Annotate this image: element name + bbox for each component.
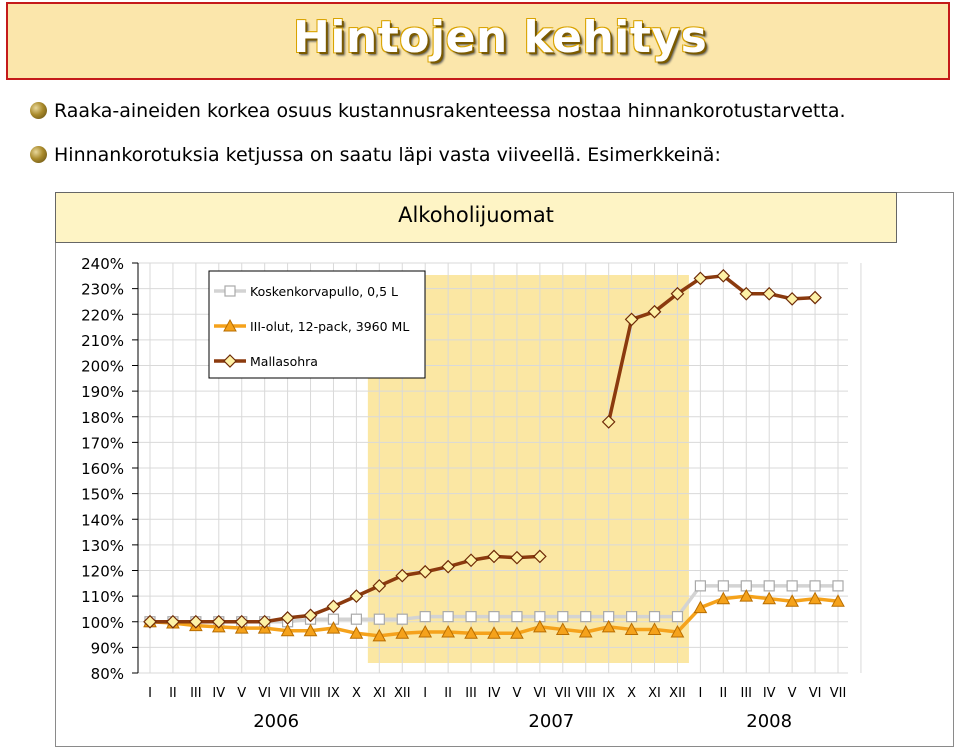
x-tick-label: III	[740, 686, 753, 701]
x-tick-label: XI	[372, 686, 386, 701]
y-tick-label: 110%	[81, 588, 124, 607]
data-point	[810, 581, 820, 591]
y-tick-label: 120%	[81, 562, 124, 581]
data-point	[809, 292, 821, 304]
y-tick-label: 200%	[81, 357, 124, 376]
x-tick-label: IV	[487, 686, 501, 701]
x-tick-label: VII	[829, 686, 847, 701]
y-tick-label: 130%	[81, 536, 124, 555]
y-tick-label: 190%	[81, 383, 124, 402]
data-point	[512, 612, 522, 622]
data-point	[374, 614, 384, 624]
x-tick-label: X	[627, 686, 637, 701]
data-point	[672, 612, 682, 622]
x-tick-label: VI	[258, 686, 272, 701]
data-point	[581, 612, 591, 622]
x-tick-label: I	[423, 686, 428, 701]
x-tick-label: IV	[212, 686, 226, 701]
x-tick-label: II	[719, 686, 728, 701]
data-point	[764, 581, 774, 591]
year-label: 2008	[746, 711, 793, 732]
y-tick-label: 240%	[81, 255, 124, 273]
bullet-text: Raaka-aineiden korkea osuus kustannusrakenteessa nostaa hinnankorotustarvetta.	[54, 100, 846, 122]
bullet-text: Hinnankorotuksia ketjussa on saatu läpi vasta viiveellä. Esimerkkeinä:	[54, 144, 721, 166]
page-title: Hintojen kehitys	[293, 12, 708, 63]
y-tick-label: 180%	[81, 408, 124, 427]
y-tick-label: 80%	[90, 665, 124, 683]
x-tick-label: I	[148, 686, 152, 701]
data-point	[420, 612, 430, 622]
x-tick-label: VIII	[575, 686, 596, 701]
data-point	[786, 293, 798, 305]
y-tick-label: 90%	[90, 639, 124, 658]
data-point	[763, 288, 775, 300]
x-tick-label: IV	[762, 686, 776, 701]
data-point	[443, 612, 453, 622]
data-point	[397, 614, 407, 624]
x-tick-label: IX	[602, 686, 616, 701]
x-tick-label: V	[512, 686, 522, 701]
x-tick-label: VI	[808, 686, 822, 701]
data-point	[466, 612, 476, 622]
x-tick-label: VIII	[300, 686, 321, 701]
data-point	[650, 612, 660, 622]
x-tick-label: II	[444, 686, 452, 701]
data-point	[351, 614, 361, 624]
data-point	[350, 590, 362, 602]
chart-title: Alkoholijuomat	[398, 203, 554, 227]
x-tick-label: III	[190, 686, 202, 701]
x-tick-label: V	[237, 686, 247, 701]
data-point	[627, 612, 637, 622]
data-point	[558, 612, 568, 622]
y-tick-label: 150%	[81, 485, 124, 504]
data-point	[718, 581, 728, 591]
y-tick-label: 140%	[81, 511, 124, 530]
y-tick-label: 230%	[81, 280, 124, 299]
y-tick-label: 210%	[81, 331, 124, 350]
x-tick-label: II	[169, 686, 177, 701]
y-tick-label: 220%	[81, 306, 124, 325]
x-tick-label: I	[698, 686, 703, 701]
legend-label: III-olut, 12-pack, 3960 ML	[250, 319, 410, 334]
x-tick-label: X	[351, 686, 361, 701]
data-point	[833, 581, 843, 591]
legend-label: Mallasohra	[250, 354, 318, 369]
x-tick-label: VI	[533, 686, 547, 701]
legend-label: Koskenkorvapullo, 0,5 L	[250, 284, 398, 299]
data-point	[225, 286, 235, 296]
y-tick-label: 160%	[81, 460, 124, 478]
year-label: 2006	[253, 711, 300, 732]
x-tick-label: XII	[669, 686, 686, 701]
x-tick-label: III	[465, 686, 477, 701]
x-tick-label: XI	[648, 686, 661, 701]
year-label: 2007	[528, 711, 575, 732]
y-tick-label: 100%	[81, 613, 124, 632]
data-point	[787, 581, 797, 591]
x-tick-label: VII	[554, 686, 572, 701]
data-point	[489, 612, 499, 622]
data-point	[327, 600, 339, 612]
data-point	[695, 581, 705, 591]
y-tick-label: 170%	[81, 434, 124, 453]
x-tick-label: VII	[279, 686, 296, 701]
x-tick-label: IX	[327, 686, 340, 701]
x-tick-label: XII	[393, 686, 411, 701]
x-tick-label: V	[787, 686, 797, 701]
